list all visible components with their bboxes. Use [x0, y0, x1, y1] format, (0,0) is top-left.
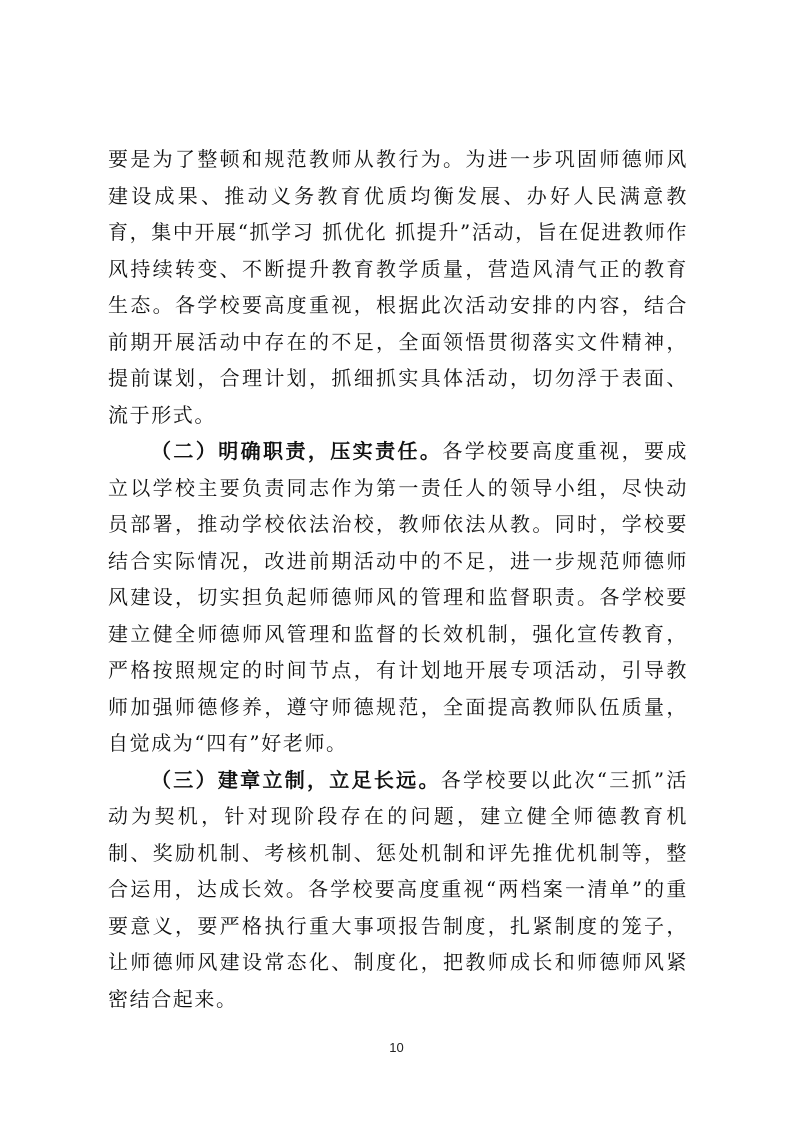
page-number: 10 [389, 1040, 404, 1055]
paragraph-section-two [108, 433, 688, 762]
paragraph-text: 各学校要高度重视，要成立以学校主要负责同志作为第一责任人的领导小组，尽快动员部署，推动学校依法治校，教师依法从教。同时，学校要结合实际情况，改进前期活动中的不足，进一步规范师德师风建设，切实担负起师德师风的管理和监督职责。各学校要建立健全师德师风管理和监督的长效机制，强化宣传教育，严格按照规定的时间节点，有计划地开展专项活动，引导教师加强师德修养，遵守师德规范，全面提高教师队伍质量，自觉成为“四有”好老师。 [108, 439, 688, 755]
section-heading-two: （二）明确职责，压实责任。 [151, 439, 443, 463]
paragraph-text: 要是为了整顿和规范教师从教行为。为进一步巩固师德师风建设成果、推动义务教育优质均衡发展、办好人民满意教育，集中开展“抓学习 抓优化 抓提升”活动，旨在促进教师作风持续转变、不断提升教育教学质量，营造风清气正的教育生态。各学校要高度重视，根据此次活动安排的内容，结合前期开展活动中存在的不足，全面领悟贯彻落实文件精神，提前谋划，合理计划，抓细抓实具体活动，切勿浮于表面、流于形式。 [108, 147, 688, 427]
paragraph-text: 各学校要以此次“三抓”活动为契机，针对现阶段存在的问题，建立健全师德教育机制、奖励机制、考核机制、惩处机制和评先推优机制等，整合运用，达成长效。各学校要高度重视“两档案一清单”的重要意义，要严格执行重大事项报告制度，扎紧制度的笼子，让师德师风建设常态化、制度化，把教师成长和师德师风紧密结合起来。 [108, 767, 688, 1011]
paragraph-continuation [108, 141, 688, 433]
document-body [108, 141, 688, 1017]
paragraph-section-three [108, 762, 688, 1018]
section-heading-three: （三）建章立制，立足长远。 [151, 767, 441, 792]
